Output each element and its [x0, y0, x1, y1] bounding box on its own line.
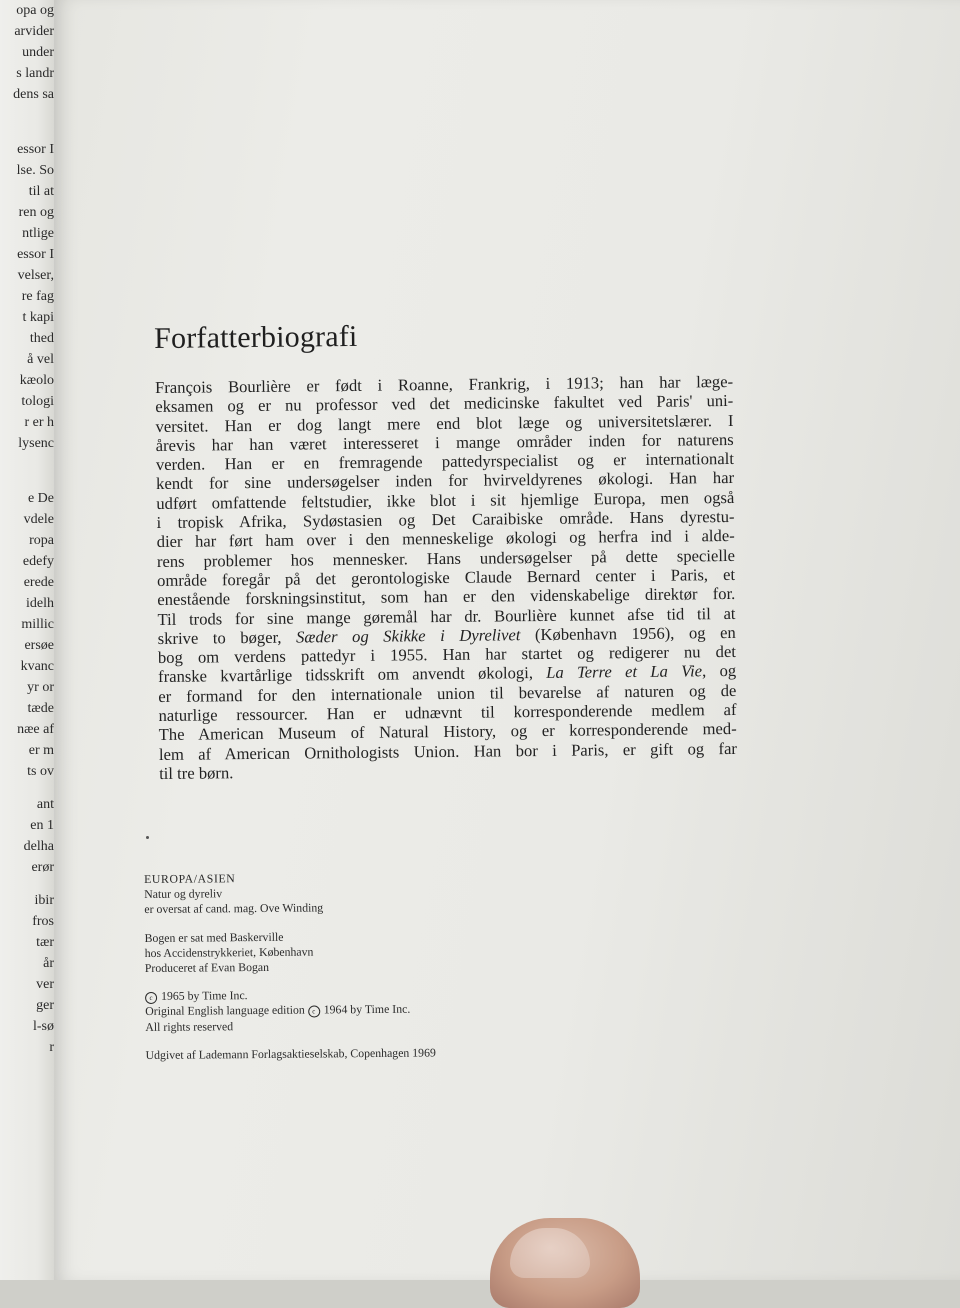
left-page-fragment: kæolo — [19, 373, 54, 388]
left-page-fragment: under — [22, 45, 54, 60]
left-page-fragment: idelh — [26, 596, 54, 611]
left-page-fragment: l-sø — [33, 1019, 54, 1034]
left-page-fragment: re fag — [21, 289, 54, 304]
colophon-producer: Produceret af Evan Bogan — [144, 959, 270, 976]
copyright-icon: c — [308, 1006, 320, 1018]
left-page-fragment: år — [43, 956, 54, 971]
left-page-fragment: millic — [21, 617, 54, 632]
left-page-fragment: fros — [32, 914, 54, 929]
left-page-fragment: tær — [36, 935, 54, 950]
colophon-printer: hos Accidenstrykkeriet, København — [144, 944, 314, 960]
bio-line: verden. Han er en fremragende pattedyrspecialist og er internationalt — [155, 449, 734, 475]
left-page-fragment: essor I — [17, 142, 54, 157]
left-page-fragment: delha — [23, 839, 54, 854]
bio-text: skrive to bøger, — [157, 627, 297, 648]
left-page-fragment: edefy — [22, 554, 54, 569]
bio-line: Til trods for sine mange gøremål har dr. Bourlière kunnet afse tid til at — [157, 603, 736, 629]
left-page-edge — [0, 0, 54, 1280]
journal-title-italic: La Terre et La Vie — [546, 661, 703, 683]
left-page-fragment: dens sa — [13, 87, 54, 102]
left-page-fragment: r — [49, 1040, 54, 1055]
left-page-fragment: essor I — [17, 247, 54, 262]
bio-line: rens problemer hos mennesker. Hans undersøgelser på dette specielle — [156, 545, 735, 571]
bio-line: er formand for den internationale union til bevarelse af naturen og de — [158, 680, 737, 706]
bio-text: (København 1956), og en — [520, 622, 736, 645]
left-page-fragment: ver — [36, 977, 54, 992]
author-biography — [155, 372, 737, 783]
bio-line: i tropisk Afrika, Sydøstasien og Det Caraibiske område. Hans dyrestu- — [156, 507, 735, 533]
left-page-fragment: t kapi — [22, 310, 54, 325]
left-page-fragment: r er h — [24, 415, 54, 430]
bio-line: lem af American Ornithologists Union. Han bor i Paris, er gift og far — [158, 738, 738, 764]
bio-line: udført omfattende feltstudier, ikke blot i sit hjemlige Europa, men også — [156, 487, 735, 513]
bio-line: enestående forskningsinstitut, som han er den videnskabelige direktør for. — [157, 584, 736, 610]
left-page-fragment: opa og — [16, 3, 54, 18]
left-page-fragment: kvanc — [20, 659, 54, 674]
bio-text: franske kvartårlige tidsskrift om anvendt økologi, — [158, 663, 547, 687]
left-page-fragment: ibir — [34, 893, 54, 908]
colophon-translator: er oversat af cand. mag. Ove Winding — [144, 900, 324, 917]
colophon-subtitle: Natur og dyreliv — [144, 886, 223, 902]
colophon-typeset: Bogen er sat med Baskerville — [144, 929, 284, 945]
bio-line: område foregår på det gerontologiske Claude Bernard center i Paris, et — [157, 564, 736, 590]
colophon — [144, 868, 596, 1063]
paper-speck — [146, 836, 149, 839]
left-page-text — [0, 0, 54, 1058]
left-page-fragment: tæde — [27, 701, 54, 716]
colophon-series: EUROPA/ASIEN — [144, 871, 236, 886]
publisher-line: Udgivet af Lademann Forlagsaktieselskab, Copenhagen 1969 — [145, 1045, 436, 1062]
bio-line: til tre børn. — [159, 763, 234, 783]
left-page-fragment: s landr — [16, 66, 54, 81]
left-page-fragment: næe af — [17, 722, 54, 737]
left-page-fragment: ropa — [29, 533, 54, 548]
bio-line: kendt for sine undersøgelser inden for hvirveldyrenes økologi. Han har — [156, 468, 735, 494]
left-page-fragment: thed — [29, 331, 54, 346]
copyright-text: Original English language edition — [145, 1003, 305, 1019]
left-page-fragment: lse. So — [16, 163, 54, 178]
left-page-fragment: lysenc — [18, 436, 54, 451]
left-page-fragment: til at — [28, 184, 54, 199]
bio-line: The American Museum of Natural History, og er korresponderende med- — [158, 719, 737, 745]
bio-line: versitet. Han er dog langt mere end blot læge og universitetslærer. I — [155, 410, 734, 436]
bio-line: François Bourlière er født i Roanne, Frankrig, i 1913; han har læge- — [155, 371, 734, 397]
page-title: Forfatterbiografi — [154, 319, 358, 355]
copyright-text: 1965 by Time Inc. — [161, 988, 248, 1004]
bio-line: eksamen og er nu professor ved det medicinske fakultet ved Paris' uni- — [155, 391, 734, 417]
left-page-fragment: en 1 — [30, 818, 54, 833]
left-page-fragment: yr or — [27, 680, 54, 695]
bio-line: naturlige ressourcer. Han er udnævnt til korresponderende medlem af — [158, 699, 737, 726]
left-page-fragment: ger — [36, 998, 54, 1013]
left-page-fragment: arvider — [14, 24, 54, 39]
copyright-icon: c — [145, 992, 157, 1004]
left-page-fragment: e De — [27, 491, 54, 506]
left-page-fragment: å vel — [27, 352, 54, 367]
copyright-text: 1964 by Time Inc. — [323, 1002, 411, 1017]
left-page-fragment: erør — [31, 860, 54, 875]
left-page-fragment: er m — [28, 743, 54, 758]
left-page-fragment: ren og — [18, 205, 54, 220]
left-page-fragment: ersøe — [24, 638, 54, 653]
left-page-fragment: tologi — [21, 394, 54, 409]
left-page-fragment: ts ov — [27, 764, 54, 779]
rights-reserved: All rights reserved — [145, 1018, 234, 1034]
bio-line: årevis har han været interesseret i mange områder inden for naturens — [155, 429, 734, 455]
bio-line: dier har ført ham over i den menneskelige økologi og herfra ind i alde- — [156, 526, 735, 552]
left-page-fragment: ntlige — [22, 226, 54, 241]
left-page-fragment: vdele — [23, 512, 54, 527]
bio-text: , og — [701, 661, 737, 681]
left-page-fragment: velser, — [17, 268, 54, 283]
book-page — [54, 0, 960, 1280]
book-title-italic: Sæder og Skikke i Dyrelivet — [295, 625, 521, 647]
bio-line: bog om verdens pattedyr i 1955. Han har startet og redigerer nu det — [157, 642, 736, 668]
left-page-fragment: erede — [23, 575, 54, 590]
left-page-fragment: ant — [36, 797, 54, 812]
